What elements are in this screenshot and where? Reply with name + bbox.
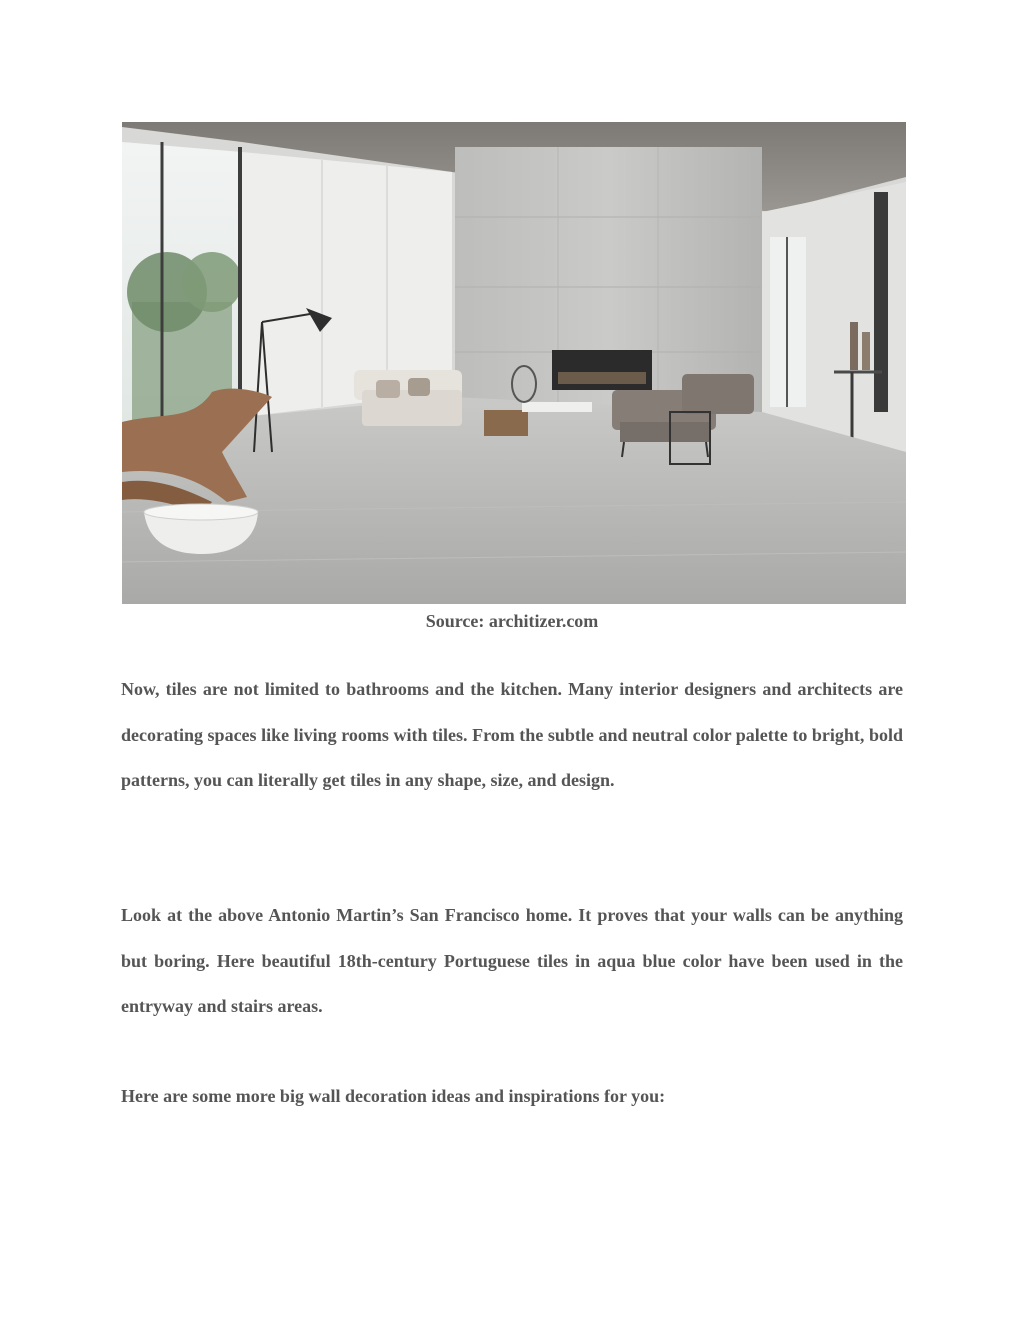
- image-caption: Source: architizer.com: [425, 611, 599, 631]
- living-room-photo: [122, 122, 906, 604]
- paragraph-antonio-martin-home: Look at the above Antonio Martin’s San Francisco home. It proves that your walls can be anything but boring. Here beautiful 18th-century Portuguese tiles in aqua blue color have been used in the entryway and stairs areas.: [121, 905, 903, 1016]
- paragraph-tiles-not-limited: Now, tiles are not limited to bathrooms and the kitchen. Many interior designers and architects are decorating spaces like living rooms with tiles. From the subtle and neutral color palette to bright, bold patterns, you can literally get tiles in any shape, size, and design.: [121, 679, 903, 790]
- paragraph-more-ideas: Here are some more big wall decoration ideas and inspirations for you:: [121, 1086, 666, 1106]
